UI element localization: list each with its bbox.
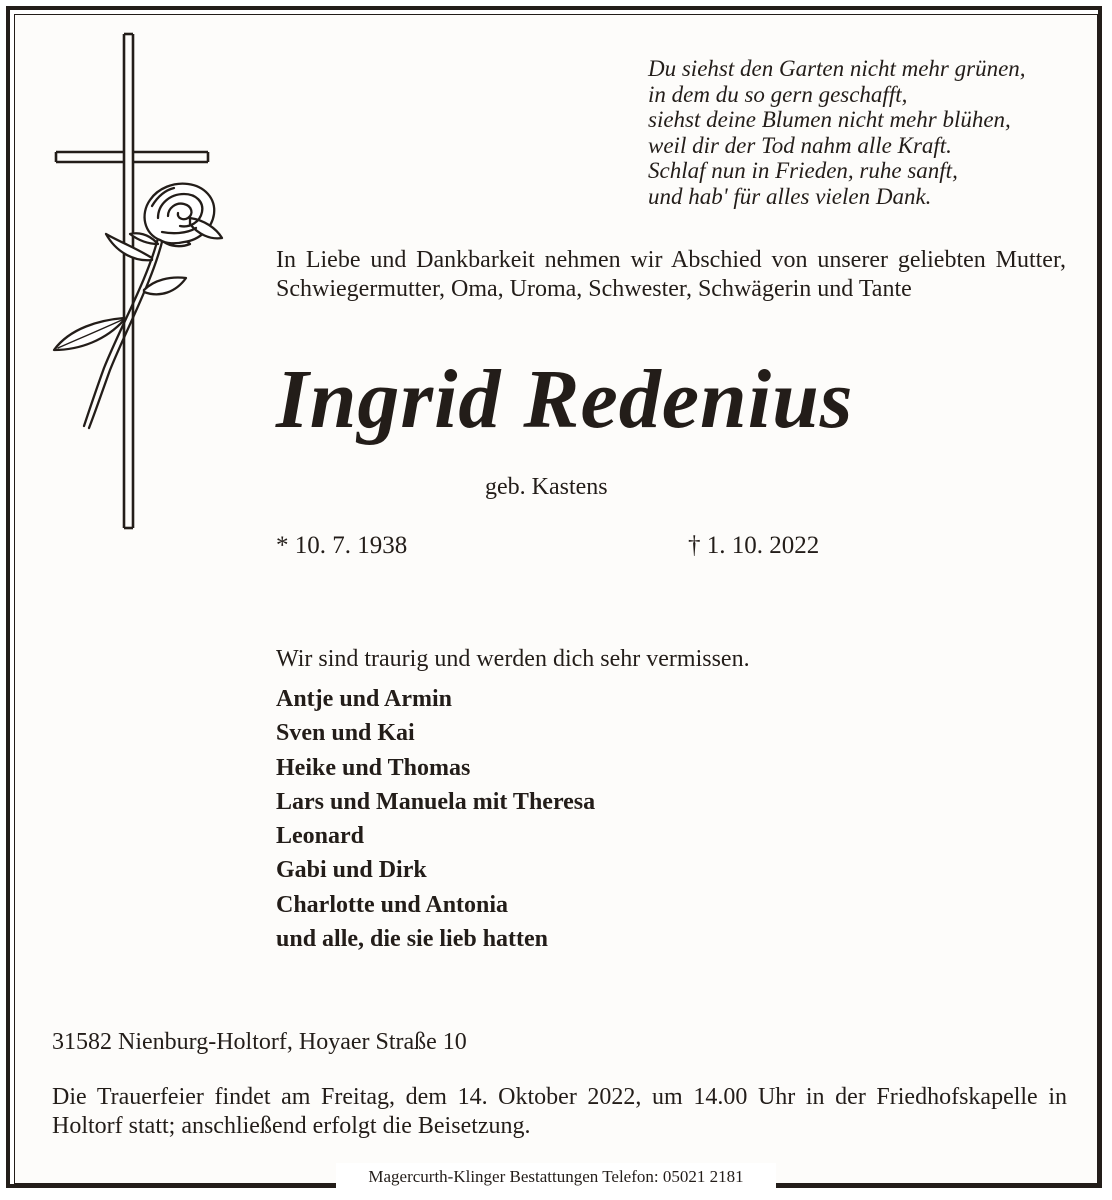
death-date: † 1. 10. 2022 [688, 532, 820, 559]
farewell-intro: In Liebe und Dankbarkeit nehmen wir Abschied von unserer geliebten Mutter, Schwiegermutter, Oma, Uroma, Schwester, Schwägerin und Tante [276, 247, 1066, 302]
mourner-entry: Antje und Armin [276, 686, 453, 712]
mourner-entry: Sven und Kai [276, 720, 415, 747]
rose-icon [54, 184, 222, 428]
poem-line: in dem du so gern geschafft, [648, 81, 908, 107]
family-address: 31582 Nienburg-Holtorf, Hoyaer Straße 10 [52, 1029, 467, 1055]
cross-with-rose-icon [40, 28, 240, 538]
deceased-name: Ingrid Redenius [276, 353, 854, 446]
mourner-entry: und alle, die sie lieb hatten [276, 926, 549, 953]
mourner-entry: Lars und Manuela mit Theresa [276, 788, 596, 815]
poem-line: weil dir der Tod nahm alle Kraft. [648, 132, 952, 158]
poem-line: und hab' für alles vielen Dank. [648, 183, 932, 209]
ceremony-info: Die Trauerfeier findet am Freitag, dem 14. Oktober 2022, um 14.00 Uhr in der Friedhofskapelle in Holtorf statt; anschließend erfolgt die Beisetzung. [52, 1084, 1067, 1139]
maiden-name: geb. Kastens [485, 474, 608, 500]
funeral-home-footer: Magercurth-Klinger Bestattungen Telefon: 05021 2181 [336, 1163, 776, 1191]
poem-line: Schlaf nun in Frieden, ruhe sanft, [648, 158, 958, 183]
cross-icon [56, 34, 208, 528]
mourner-entry: Heike und Thomas [276, 754, 471, 781]
mourner-entry: Gabi und Dirk [276, 857, 427, 884]
mourner-entry: Leonard [276, 823, 365, 850]
poem-line: Du siehst den Garten nicht mehr grünen, [648, 56, 1026, 81]
mourning-line: Wir sind traurig und werden dich sehr vermissen. [276, 646, 750, 672]
mourners-list [276, 682, 595, 956]
mourner-entry: Charlotte und Antonia [276, 891, 509, 918]
poem-line: siehst deine Blumen nicht mehr blühen, [648, 107, 1011, 132]
memorial-poem [648, 56, 1088, 209]
birth-date: * 10. 7. 1938 [276, 532, 408, 559]
